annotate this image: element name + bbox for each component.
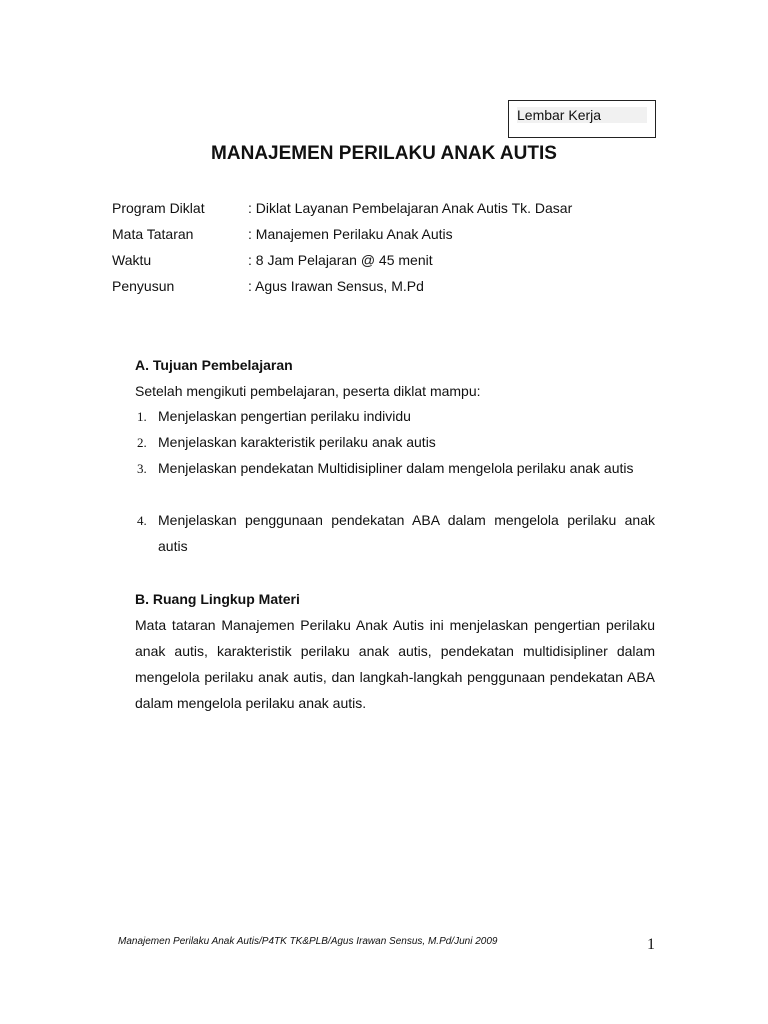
list-item: Menjelaskan penggunaan pendekatan ABA dalam mengelola perilaku anak autis [158, 512, 655, 554]
worksheet-label-box [508, 100, 656, 138]
list-item: Menjelaskan pendekatan Multidisipliner dalam mengelola perilaku anak autis [158, 460, 634, 476]
section-b-paragraph: Mata tataran Manajemen Perilaku Anak Autis ini menjelaskan pengertian perilaku anak autis, karakteristik perilaku anak autis, pendekatan multidisipliner dalam mengelola perilaku anak autis, dan langkah-langkah penggunaan pendekatan ABA dalam mengelola perilaku anak autis. [135, 617, 655, 711]
meta-label: Program Diklat [112, 200, 205, 216]
meta-label: Penyusun [112, 278, 175, 294]
meta-value: : 8 Jam Pelajaran @ 45 menit [248, 252, 433, 268]
section-a-intro: Setelah mengikuti pembelajaran, peserta diklat mampu: [135, 383, 481, 399]
list-number: 2. [137, 435, 147, 450]
section-a-heading: A. Tujuan Pembelajaran [135, 357, 293, 373]
list-number: 4. [137, 513, 147, 528]
list-item: Menjelaskan pengertian perilaku individu [158, 408, 411, 424]
meta-label: Mata Tataran [112, 226, 194, 242]
meta-value: : Diklat Layanan Pembelajaran Anak Autis Tk. Dasar [248, 200, 573, 216]
list-item: Menjelaskan karakteristik perilaku anak autis [158, 434, 436, 450]
meta-value: : Manajemen Perilaku Anak Autis [248, 226, 453, 242]
document-title: MANAJEMEN PERILAKU ANAK AUTIS [211, 143, 557, 164]
section-b-heading: B. Ruang Lingkup Materi [135, 591, 300, 607]
list-number: 3. [137, 461, 147, 476]
page-footer: Manajemen Perilaku Anak Autis/P4TK TK&PLB/Agus Irawan Sensus, M.Pd/Juni 2009 [118, 936, 498, 947]
worksheet-label: Lembar Kerja [517, 107, 647, 123]
page-number: 1 [647, 936, 655, 953]
list-number: 1. [137, 409, 147, 424]
meta-label: Waktu [112, 252, 152, 268]
meta-value: : Agus Irawan Sensus, M.Pd [248, 278, 424, 294]
